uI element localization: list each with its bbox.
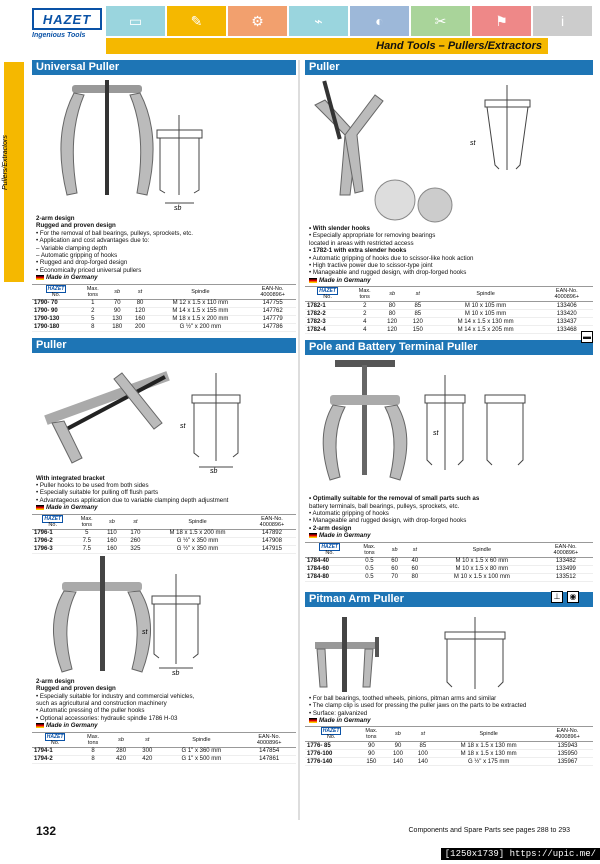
column-divider [298, 60, 300, 820]
th-ean: EAN-No. 4000896+ [248, 514, 296, 529]
section-title-puller-right: Puller [305, 60, 593, 75]
category-info-icon[interactable]: i [533, 6, 592, 36]
table-cell: 60 [405, 565, 425, 573]
th-spindle: Spindle [435, 727, 542, 742]
desc-line: • High tractive power due to scissor-type joint [309, 262, 433, 270]
th-st: st [405, 287, 431, 302]
table-body [32, 299, 296, 331]
two-arm-figure [32, 554, 296, 678]
two-arm-description [32, 678, 296, 730]
table-cell: M 18 x 1.5 x 130 mm [435, 750, 542, 758]
table-cell: M 14 x 1.5 x 205 mm [431, 326, 541, 334]
universal-puller-illustration [32, 75, 296, 215]
table-cell: M 14 x 1.5 x 155 mm [151, 307, 249, 315]
table-cell: 120 [405, 318, 431, 326]
desc-line: located in areas with restricted access [309, 239, 414, 247]
table-row [305, 565, 593, 573]
section-title-universal: Universal Puller [32, 60, 296, 75]
clamp-icon: ⊥ [551, 591, 563, 603]
made-in-germany: Made in Germany [46, 722, 98, 730]
desc-line: • The clamp clip is used for pressing the puller jaws on the parts to be extracted [309, 702, 527, 710]
table-cell: 2 [350, 302, 379, 310]
table-cell: M 10 x 1.5 x 60 mm [425, 557, 539, 565]
table-cell: 1790- 70 [32, 299, 80, 307]
table-row [305, 557, 593, 565]
table-cell: 1782-3 [305, 318, 350, 326]
puller-right-figure [305, 75, 593, 225]
desc-line: such as agricultural and construction machinery [36, 699, 167, 707]
desc-line: • Advantageous application due to variable clamping depth adjustment [36, 496, 229, 504]
desc-line: – Variable clamping depth [36, 244, 108, 252]
desc-line: Rugged and proven design [36, 222, 116, 230]
th-ean: EAN-No. 4000896+ [541, 287, 593, 302]
th-spindle: Spindle [425, 542, 539, 557]
table-cell: G 1" x 360 mm [160, 747, 242, 755]
table-cell: 420 [134, 755, 160, 763]
table-cell: 8 [78, 755, 108, 763]
table-cell: 1796-3 [32, 545, 73, 553]
table-cell: M 10 x 105 mm [431, 310, 541, 318]
footer-note: Components and Spare Parts see pages 288 to 293 [408, 827, 570, 834]
th-spindle: Spindle [147, 514, 248, 529]
th-spindle: Spindle [151, 284, 249, 299]
table-cell: 4 [350, 318, 379, 326]
table-cell: 1784-80 [305, 573, 354, 581]
made-in-germany: Made in Germany [319, 276, 371, 284]
table-cell: G ½" x 175 mm [435, 758, 542, 766]
table-row [305, 318, 593, 326]
table-row [32, 537, 296, 545]
category-5-icon[interactable]: ◐ [350, 6, 409, 36]
table-row [305, 758, 593, 766]
table-cell: 90 [386, 742, 411, 750]
table-row [32, 299, 296, 307]
table-cell: 40 [405, 557, 425, 565]
pole-puller-illustration [305, 355, 593, 495]
th-ean: EAN-No. 4000896+ [242, 732, 296, 747]
table-cell: 130 [106, 315, 129, 323]
table-cell: 133437 [541, 318, 593, 326]
table-cell: 160 [100, 545, 124, 553]
th-sb: sb [384, 542, 404, 557]
desc-line: • Economically priced universal pullers [36, 266, 142, 274]
th-max: Max. tons [73, 514, 100, 529]
table-cell: 2 [80, 307, 106, 315]
table-cell: 1790-130 [32, 315, 80, 323]
table-cell: 1782-2 [305, 310, 350, 318]
table-body [305, 302, 593, 334]
th-spindle: Spindle [160, 732, 242, 747]
table-row [305, 742, 593, 750]
table-row [32, 529, 296, 537]
desc-line: • Manageable and rugged design, with drop-forged hooks [309, 269, 467, 277]
table-cell: 160 [129, 315, 152, 323]
table-cell: 1782-1 [305, 302, 350, 310]
table-cell: 5 [73, 529, 100, 537]
th-sb: sb [386, 727, 411, 742]
th-st: st [134, 732, 160, 747]
table-cell: M 10 x 1.5 x 100 mm [425, 573, 539, 581]
desc-line: • Manageable and rugged design, with drop-forged hooks [309, 517, 467, 525]
table-cell: 180 [106, 323, 129, 331]
table-cell: M 18 x 1.5 x 200 mm [147, 529, 248, 537]
table-cell: 120 [379, 326, 405, 334]
svg-text:sb: sb [174, 205, 182, 212]
th-max: Max. tons [80, 284, 106, 299]
th-ean: EAN-No. 4000896+ [249, 284, 296, 299]
table-cell: 85 [410, 742, 435, 750]
germany-flag-icon [309, 278, 317, 283]
case-icon: ▬ [583, 332, 591, 342]
desc-line: • Rugged and drop-forged design [36, 259, 128, 267]
table-cell: G ½" x 350 mm [147, 537, 248, 545]
puller-description [32, 475, 296, 512]
table-cell: 7.5 [73, 545, 100, 553]
table-body [32, 529, 296, 553]
table-cell: 133499 [539, 565, 593, 573]
desc-line: • Automatic gripping of hooks [309, 510, 389, 518]
table-cell: 135943 [542, 742, 593, 750]
th-st: st [124, 514, 148, 529]
made-in-germany: Made in Germany [319, 532, 371, 540]
table-row [32, 307, 296, 315]
table-cell: 70 [384, 573, 404, 581]
table-body [305, 742, 593, 766]
table-cell: 120 [379, 318, 405, 326]
pitman-spec-table [305, 726, 593, 766]
left-column [32, 60, 296, 764]
pole-description [305, 495, 593, 539]
brand-block [32, 8, 102, 39]
table-cell: 170 [124, 529, 148, 537]
table-cell: 147854 [242, 747, 296, 755]
table-cell: M 18 x 1.5 x 130 mm [435, 742, 542, 750]
page-title: Hand Tools – Pullers/Extractors [106, 38, 548, 54]
th-st: st [405, 542, 425, 557]
table-cell: G ½" x 200 mm [151, 323, 249, 331]
table-cell: M 10 x 1.5 x 80 mm [425, 565, 539, 573]
desc-line: • Automatic pressing of the puller hooks [36, 707, 145, 715]
svg-text:st: st [470, 140, 476, 147]
table-cell: 1794-2 [32, 755, 78, 763]
table-cell: 260 [124, 537, 148, 545]
th-max: Max. tons [357, 727, 385, 742]
table-cell: 160 [100, 537, 124, 545]
section-title-pole: Pole and Battery Terminal Puller [305, 340, 593, 355]
table-cell: G ½" x 350 mm [147, 545, 248, 553]
table-cell: 1790-180 [32, 323, 80, 331]
table-cell: 80 [129, 299, 152, 307]
brand-tagline: Ingenious Tools [32, 32, 86, 39]
desc-line: • Optional accessories: hydraulic spindle 1786 H-03 [36, 714, 178, 722]
desc-line: • For ball bearings, toothed wheels, pinions, pitman arms and similar [309, 694, 497, 702]
pitman-description [305, 695, 593, 725]
th-st: st [410, 727, 435, 742]
puller-right-description [305, 225, 593, 284]
pitman-puller-illustration [305, 607, 593, 695]
table-cell: 280 [108, 747, 134, 755]
puller-illustration [32, 353, 296, 475]
table-cell: 90 [357, 750, 385, 758]
table-cell: 1796-2 [32, 537, 73, 545]
th-no: HAZET No. [305, 287, 350, 302]
table-cell: 80 [405, 573, 425, 581]
table-cell: 8 [80, 323, 106, 331]
category-6-icon[interactable]: ✂ [411, 6, 470, 36]
th-sb: sb [106, 284, 129, 299]
table-cell: 1790- 90 [32, 307, 80, 315]
side-label: Pullers/Extractors [2, 135, 9, 190]
desc-line: • Puller hooks to be used from both sides [36, 482, 149, 490]
table-cell: M 12 x 1.5 x 110 mm [151, 299, 249, 307]
table-cell: 135950 [542, 750, 593, 758]
table-cell: 85 [405, 310, 431, 318]
hazet-logo: HAZET [32, 8, 102, 30]
table-cell: 7.5 [73, 537, 100, 545]
table-cell: 325 [124, 545, 148, 553]
th-ean: EAN-No. 4000896+ [542, 727, 593, 742]
category-4-icon[interactable]: ⌁ [289, 6, 348, 36]
th-no: HAZET No. [305, 727, 357, 742]
th-no: HAZET No. [305, 542, 354, 557]
page-number: 132 [36, 824, 57, 838]
desc-line: With integrated bracket [36, 474, 105, 482]
germany-flag-icon [36, 505, 44, 510]
puller-spec-table [32, 514, 296, 554]
two-arm-puller-illustration [32, 554, 296, 678]
table-cell: 300 [134, 747, 160, 755]
th-sb: sb [108, 732, 134, 747]
table-cell: 147786 [249, 323, 296, 331]
table-cell: 133512 [539, 573, 593, 581]
two-arm-spec-table [32, 732, 296, 764]
table-cell: M 14 x 1.5 x 130 mm [431, 318, 541, 326]
table-row [32, 315, 296, 323]
table-row [305, 310, 593, 318]
germany-flag-icon [309, 533, 317, 538]
th-no: HAZET No. [32, 514, 73, 529]
table-row [305, 573, 593, 581]
table-row [32, 755, 296, 763]
table-cell: 1782-4 [305, 326, 350, 334]
table-cell: 2 [350, 310, 379, 318]
category-hand-tools-icon[interactable]: ✎ [167, 6, 226, 36]
table-cell: 133468 [541, 326, 593, 334]
desc-line: • Optimally suitable for the removal of small parts such as [309, 495, 480, 503]
table-cell: 140 [410, 758, 435, 766]
right-column [305, 60, 593, 766]
table-cell: 1776-140 [305, 758, 357, 766]
th-max: Max. tons [78, 732, 108, 747]
table-cell: 120 [129, 307, 152, 315]
table-cell: 80 [379, 302, 405, 310]
svg-text:st: st [433, 430, 439, 438]
table-cell: 0.5 [354, 565, 384, 573]
table-cell: 80 [379, 310, 405, 318]
table-cell: 420 [108, 755, 134, 763]
category-icon-band [106, 6, 592, 36]
table-cell: 1776-100 [305, 750, 357, 758]
desc-line: • Automatic gripping of hooks due to scissor-like hook action [309, 254, 474, 262]
made-in-germany: Made in Germany [46, 274, 98, 282]
table-cell: 8 [78, 747, 108, 755]
table-cell: 1 [80, 299, 106, 307]
table-cell: 133420 [541, 310, 593, 318]
table-cell: 60 [384, 565, 404, 573]
universal-puller-figure [32, 75, 296, 215]
section-title-pitman: Pitman Arm Puller [305, 592, 593, 607]
germany-flag-icon [36, 275, 44, 280]
th-max: Max. tons [350, 287, 379, 302]
universal-description [32, 215, 296, 282]
watermark: [1250x1739] https://upic.me/ [441, 848, 600, 860]
table-cell: 1784-40 [305, 557, 354, 565]
th-max: Max. tons [354, 542, 384, 557]
desc-line: • Surface: galvanized [309, 709, 368, 717]
table-row [305, 750, 593, 758]
desc-line: 2-arm design [36, 215, 75, 222]
th-no: HAZET No. [32, 732, 78, 747]
puller-figure [32, 353, 296, 475]
table-cell: 0.5 [354, 573, 384, 581]
desc-line: Rugged and proven design [36, 685, 116, 693]
svg-text:st: st [142, 628, 148, 636]
table-cell: 90 [357, 742, 385, 750]
table-cell: 140 [386, 758, 411, 766]
table-cell: 147755 [249, 299, 296, 307]
made-in-germany: Made in Germany [46, 504, 98, 512]
table-cell: 147779 [249, 315, 296, 323]
table-cell: 100 [410, 750, 435, 758]
svg-text:st: st [180, 422, 186, 430]
th-ean: EAN-No. 4000896+ [539, 542, 593, 557]
table-body [32, 747, 296, 763]
table-cell: 147861 [242, 755, 296, 763]
table-cell: 135967 [542, 758, 593, 766]
th-spindle: Spindle [431, 287, 541, 302]
table-cell: 147915 [248, 545, 296, 553]
desc-line: • Especially appropriate for removing bearings [309, 232, 436, 240]
desc-line: • Especially suitable for pulling off flush parts [36, 489, 159, 497]
table-cell: M 18 x 1.5 x 200 mm [151, 315, 249, 323]
th-sb: sb [100, 514, 124, 529]
table-cell: 150 [405, 326, 431, 334]
desc-line: – Automatic gripping of hooks [36, 252, 118, 260]
universal-spec-table [32, 284, 296, 332]
th-no: HAZET No. [32, 284, 80, 299]
table-row [32, 323, 296, 331]
table-cell: 1794-1 [32, 747, 78, 755]
desc-line: battery terminals, ball bearings, pulleys, sprockets, etc. [309, 502, 460, 510]
table-cell: 4 [350, 326, 379, 334]
table-cell: 85 [405, 302, 431, 310]
germany-flag-icon [309, 718, 317, 723]
made-in-germany: Made in Germany [319, 716, 371, 724]
table-cell: 200 [129, 323, 152, 331]
desc-line: • Application and cost advantages due to: [36, 237, 150, 245]
puller-right-spec-table [305, 286, 593, 334]
table-cell: 133406 [541, 302, 593, 310]
svg-text:sb: sb [172, 669, 180, 677]
table-row [305, 326, 593, 334]
table-row [305, 302, 593, 310]
table-cell: 1796-1 [32, 529, 73, 537]
desc-line: 2-arm design [36, 677, 75, 685]
th-st: st [129, 284, 152, 299]
table-cell: 60 [384, 557, 404, 565]
table-cell: 100 [386, 750, 411, 758]
desc-line: • Especially suitable for industry and commercial vehicles, [36, 692, 195, 700]
table-cell: G 1" x 500 mm [160, 755, 242, 763]
table-row [32, 545, 296, 553]
table-cell: 133482 [539, 557, 593, 565]
scissor-puller-illustration [305, 75, 593, 225]
table-cell: 70 [106, 299, 129, 307]
desc-line: • For the removal of ball bearings, pulleys, sprockets, etc. [36, 229, 193, 237]
desc-line: • 1782-1 with extra slender hooks [309, 247, 407, 255]
table-cell: 150 [357, 758, 385, 766]
category-1-icon[interactable]: ▭ [106, 6, 165, 36]
table-cell: M 10 x 105 mm [431, 302, 541, 310]
svg-text:sb: sb [210, 467, 218, 475]
table-cell: 147762 [249, 307, 296, 315]
category-7-icon[interactable]: ⚑ [472, 6, 531, 36]
table-cell: 0.5 [354, 557, 384, 565]
table-cell: 5 [80, 315, 106, 323]
table-cell: 147908 [248, 537, 296, 545]
wheel-icon: ◉ [567, 591, 579, 603]
table-cell: 1776- 85 [305, 742, 357, 750]
table-cell: 147892 [248, 529, 296, 537]
th-sb: sb [379, 287, 405, 302]
table-body [305, 557, 593, 581]
desc-line: • With slender hooks [309, 225, 370, 232]
category-3-icon[interactable]: ⚙ [228, 6, 287, 36]
section-title-puller: Puller [32, 338, 296, 353]
desc-line: • 2-arm design [309, 524, 352, 532]
table-row [32, 747, 296, 755]
table-cell: 110 [100, 529, 124, 537]
pole-spec-table [305, 542, 593, 582]
table-cell: 1784-60 [305, 565, 354, 573]
table-cell: 90 [106, 307, 129, 315]
germany-flag-icon [36, 723, 44, 728]
